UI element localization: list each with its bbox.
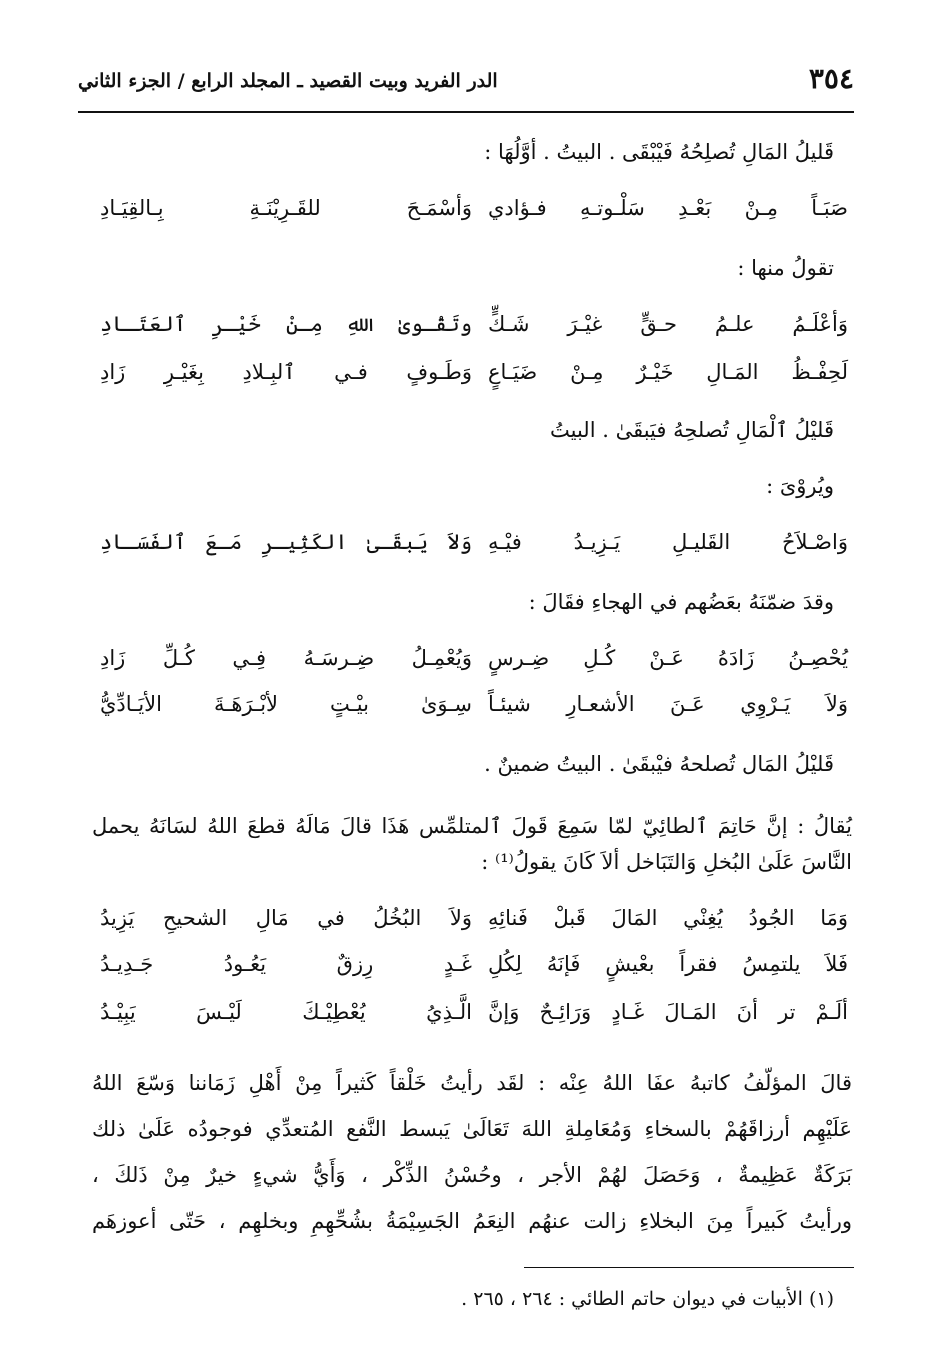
verse-first-hemistich: صَبَـاً مِـنْ بَعْـدِ سَلْـوتـهِ فـؤادي: [488, 196, 848, 220]
running-title: الدر الفريد وبيت القصيد ـ المجلد الرابع / الجزء الثاني: [78, 70, 498, 92]
footnote-rule: [524, 1267, 854, 1268]
verse-line: [100, 952, 848, 988]
verse-first-hemistich: وَاصْـلاَحُ القَليـلِ يَـزِيـدُ فيْـهِ: [488, 530, 848, 554]
verse-line: [100, 1000, 848, 1036]
verse-line: [100, 360, 848, 396]
verse-first-hemistich: وَلاَ يَـرْوِي عَـنَ الأشعـارِ شيئـاً: [488, 692, 848, 716]
paragraph: [92, 1060, 852, 1244]
verse-line: [100, 646, 848, 682]
paragraph-line: عَلَيْهِم أرزاقَهُمْ بالسخاءِ وَمُعَامِلةِ اللهَ تَعَالَىٰ يَبسط النَّفع المُتعدِّي فوجودُه عَلَىٰ ذلك: [92, 1117, 852, 1141]
verse-first-hemistich: فَلاَ يلتمِسُ فقراً بعْيشٍ فَإنَهُ لِكُلِ: [488, 952, 848, 976]
verse-line: [100, 530, 848, 566]
prose-line: وقدَ ضمّنَهُ بعَضُهم في الهجاءِ فقَالَ :: [528, 590, 834, 614]
verse-second-hemistich: الَّـذِيُ يُعْطِيْـكَ لَيْـسَ يَبِيْـدُ: [100, 1000, 472, 1024]
verse-line: [100, 312, 848, 348]
verse-second-hemistich: غَـدٍ رِزقٌ يَعُـودُ جَـدِيـدُ: [100, 952, 472, 976]
verse-second-hemistich: وَطَـوفٍ فـي ٱلبِـلادِ بِغَيْـرِ زَادِ: [100, 360, 472, 384]
verse-first-hemistich: ألَـمْ تر أنَ المَـالَ غَـادٍ وَرَائِـحٌ وَإنَّ: [488, 1000, 848, 1024]
page-number: ٣٥٤: [808, 62, 854, 95]
verse-first-hemistich: يُحْصِـنُ زَادَهُ عَـنْ كُـلِ ضِـرسٍ: [488, 646, 848, 670]
verse-line: [100, 196, 848, 232]
header-rule: [78, 111, 854, 113]
prose-line: قَليْلُ ٱلْمَالِ تُصلحِهُ فيَبقَىٰ . البيتُ: [550, 418, 834, 442]
prose-line: قَليْلُ المَال تُصلحهُ فيْبقَىٰ . البيتُ ضمينٌ .: [484, 752, 834, 776]
paragraph-line: ورأيتُ كَبيراً مِنَ البخلاءِ زالت عنهُم النِعَمُ الجَسِيْمَةُ بشُحِّهِمِ وبخلهِم ، حَتّى أعوزهَم: [92, 1209, 852, 1233]
page-header: [78, 62, 854, 102]
paragraph: [92, 808, 852, 880]
paragraph-line: النَّاسَ عَلَىٰ البُخلِ وَالتَبَاخل ألاَ كَانَ يقولُ⁽¹⁾ :: [481, 850, 852, 874]
prose-line: قَليلُ المَالِ تُصلِحُهُ فَيْبْقَى . البيتُ . أوَّلُهَا :: [484, 140, 834, 164]
verse-second-hemistich: وتَقْـوىٰ اللهِ مِـنْ خَيْـرِ ٱلعَتَـادِ: [100, 312, 472, 336]
verse-second-hemistich: وَلاَ البُخُلُ في مَالِ الشحيحِ يَزِيدُ: [100, 906, 472, 930]
paragraph-line: بَرَكَةٌ عَظِيمةٌ ، وَحَصَلَ لهُمْ الأجر ، وحُسْنُ الذِّكْر ، وَأَيُّ شيءٍ خيرٌ مِنْ ذَلكَ ،: [92, 1163, 852, 1187]
verse-second-hemistich: وَلاَ يَبقَـىٰ الكَثِيـرِ مَـعَ ٱلفَسَـادِ: [100, 530, 472, 554]
prose-line: تقولُ منها :: [737, 256, 834, 280]
verse-line: [100, 906, 848, 942]
footnote: (١) الأبيات في ديوان حاتم الطائي : ٢٦٤ ، ٢٦٥ .: [461, 1288, 834, 1310]
verse-second-hemistich: وَأسْمَـحَ للقَـرِيْنَـةِ بِـالقِيَـادِ: [100, 196, 472, 220]
prose-line: ويُروْىَ :: [766, 474, 834, 498]
verse-first-hemistich: وَمَا الجُودُ يُغِنْي المَالَ قَبلْ فَنائِهِ: [488, 906, 848, 930]
paragraph-line: يُقالُ : إنَّ حَاتِمَ ٱلطائِيّ لمّا سَمِعَ قَولَ ٱلمتلمِّس هَذَا قالَ مَالَهُ قطعَ اللهُ لسَانَهُ يحمل: [92, 814, 852, 838]
verse-line: [100, 692, 848, 728]
verse-first-hemistich: وَأعْلَـمُ علـمُ حـقٍّ غيْـرَ شَـكٍّ: [488, 312, 848, 336]
verse-second-hemistich: سِـوَىٰ بيْـتٍ لأبْـرَهَـةَ الأيَـادِّيُّ: [100, 692, 472, 716]
verse-first-hemistich: لَحِفْـظُ المَـالِ خَيْـرٌ مِـنْ ضَيَـاعٍ: [488, 360, 848, 384]
verse-second-hemistich: وَيُعْمِـلُ ضِـرسَـهُ فِـي كُـلِّ زَادِ: [100, 646, 472, 670]
paragraph-line: قالَ المؤلّفُ كاتبهُ عفَا اللهُ عِنْه : لقَد رأيتُ خَلْقاً كَثيراً مِنْ أَهْلِ زَمَاننا وَسّعَ اللهُ: [92, 1071, 852, 1095]
